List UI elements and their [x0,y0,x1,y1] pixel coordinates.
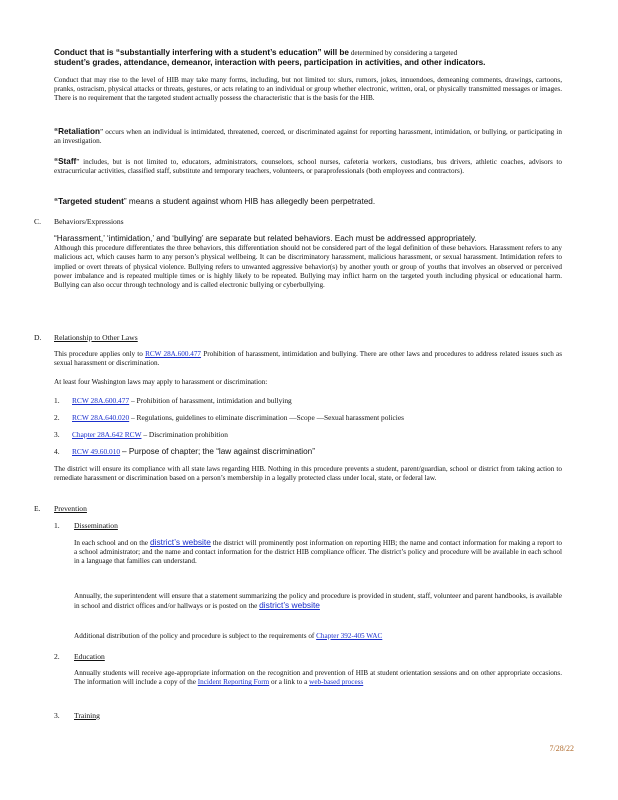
retaliation-definition: “Retaliation” occurs when an individual is intimidated, threatened, coerced, or discriminated against for reporting harassment, intimidation, or bullying, or participating in an investigation. [54,127,562,146]
web-based-process-link[interactable]: web-based process [309,678,364,687]
law-link[interactable]: RCW 49.60.010 [72,447,121,456]
compliance-paragraph: The district will ensure its compliance with all state laws regarding HIB. Nothing in this procedure prevents a student, parent/guardian, school or district from taking action to remediate harassment or discrimination based on a person’s membership in a legally protected class under local, state, or federal law. [54,465,562,483]
targeted-student-definition: “Targeted student” means a student against whom HIB has allegedly been perpetrated. [54,197,376,206]
rcw-28a-600-477-link[interactable]: RCW 28A.600.477 [145,350,202,358]
district-website-link[interactable]: district’s website [149,537,211,547]
education-paragraph: Annually students will receive age-appropriate information on the recognition and prevention of HIB at student orientation sessions and on other appropriate occasions. The information will include a copy of the Incident Reporting Form or a link to a web-based process [74,669,562,687]
law-link[interactable]: RCW 28A.640.020 [72,413,130,422]
washington-laws-intro: At least four Washington laws may apply to harassment or discrimination: [54,378,268,386]
law-list-item: 4. RCW 49.60.010 – Purpose of chapter; the “law against discrimination” [54,447,315,456]
behaviors-paragraph: “Harassment,’ ‘intimidation,’ and ‘bullying’ are separate but related behaviors. Each must be addressed appropriately. Although this procedure differentiates the three behaviors, this differentiation should not be considered part of the legal definition of these behaviors. Harassment refers to any malicious act, which causes harm to any person’s physical wellbeing. It can be discriminatory harassment, malicious harassment, or sexual harassment. Intimidation refers to implied or overt threats of physical violence. Bullying refers to unwanted aggressive behavior(s) by another youth or group of youths that involves an observed or perceived power imbalance and is repeated multiple times or is highly likely to be repeated. Bullying may inflict harm on the targeted youth including physical or educational harm. Bullying can also occur through technology and is called electronic bullying or cyberbullying. [54,234,562,290]
law-list-item: 3. Chapter 28A.642 RCW – Discrimination prohibition [54,430,228,439]
staff-definition: “Staff” includes, but is not limited to, educators, administrators, counselors, school nurses, cafeteria workers, custodians, bus drivers, athletic coaches, advisors to extracurricular activities, classified staff, substitute and temporary teachers, volunteers, or paraprofessionals (both employees and contractors). [54,157,562,176]
section-d-heading: D. Relationship to Other Laws [34,333,138,342]
additional-distribution-paragraph: Additional distribution of the policy and procedure is subject to the requirements of Chapter 392-405 WAC [74,632,383,640]
section-e-heading: E. Prevention [34,504,87,513]
law-list-item: 2. RCW 28A.640.020 – Regulations, guidelines to eliminate discrimination —Scope —Sexual harassment policies [54,413,405,422]
handbook-paragraph: Annually, the superintendent will ensure that a statement summarizing the policy and procedure is provided in student, staff, volunteer and parent handbooks, is available in school and district offices and/or hallways or is posted on the district’s website [74,592,562,611]
substantial-interference-paragraph: Conduct that is “substantially interfering with a student’s education” will be determined by considering a targeted student’s grades, attendance, demeanor, interaction with peers, participation in activities, and other indicators. [54,48,486,68]
subsection-dissemination-heading: 1. Dissemination [54,521,118,530]
conduct-paragraph: Conduct that may rise to the level of HIB may take many forms, including, but not limited to: slurs, rumors, jokes, innuendoes, demeaning comments, drawings, cartoons, pranks, ostracism, physical attacks or threats, gestures, or acts relating to an individual or group whether electronic, written, oral, or physically transmitted messages or images. There is no requirement that the targeted student actually possess the characteristic that is the basis for the HIB. [54,76,562,103]
incident-reporting-form-link[interactable]: Incident Reporting Form [197,678,270,687]
footer-date: 7/28/22 [549,744,574,753]
law-link[interactable]: RCW 28A.600.477 [72,396,130,405]
dissemination-paragraph: In each school and on the district’s website the district will prominently post information on reporting HIB; the name and contact information for making a report to a school administrator; and the name and contact information for the district HIB compliance officer. The district’s policy and procedure will be available in each school in a language that families can understand. [74,537,563,566]
relationship-paragraph: This procedure applies only to RCW 28A.600.477 Prohibition of harassment, intimidation and bullying. There are other laws and procedures to address related issues such as sexual harassment or discrimination. [54,350,563,368]
section-c-heading: C. Behaviors/Expressions [34,217,124,226]
chapter-392-405-wac-link[interactable]: Chapter 392-405 WAC [316,632,383,640]
law-list-item: 1. RCW 28A.600.477 – Prohibition of harassment, intimidation and bullying [54,396,292,405]
subsection-education-heading: 2. Education [54,652,105,661]
subsection-training-heading: 3. Training [54,711,100,720]
district-website-link[interactable]: district’s website [259,600,320,611]
law-link[interactable]: Chapter 28A.642 RCW [72,430,142,439]
